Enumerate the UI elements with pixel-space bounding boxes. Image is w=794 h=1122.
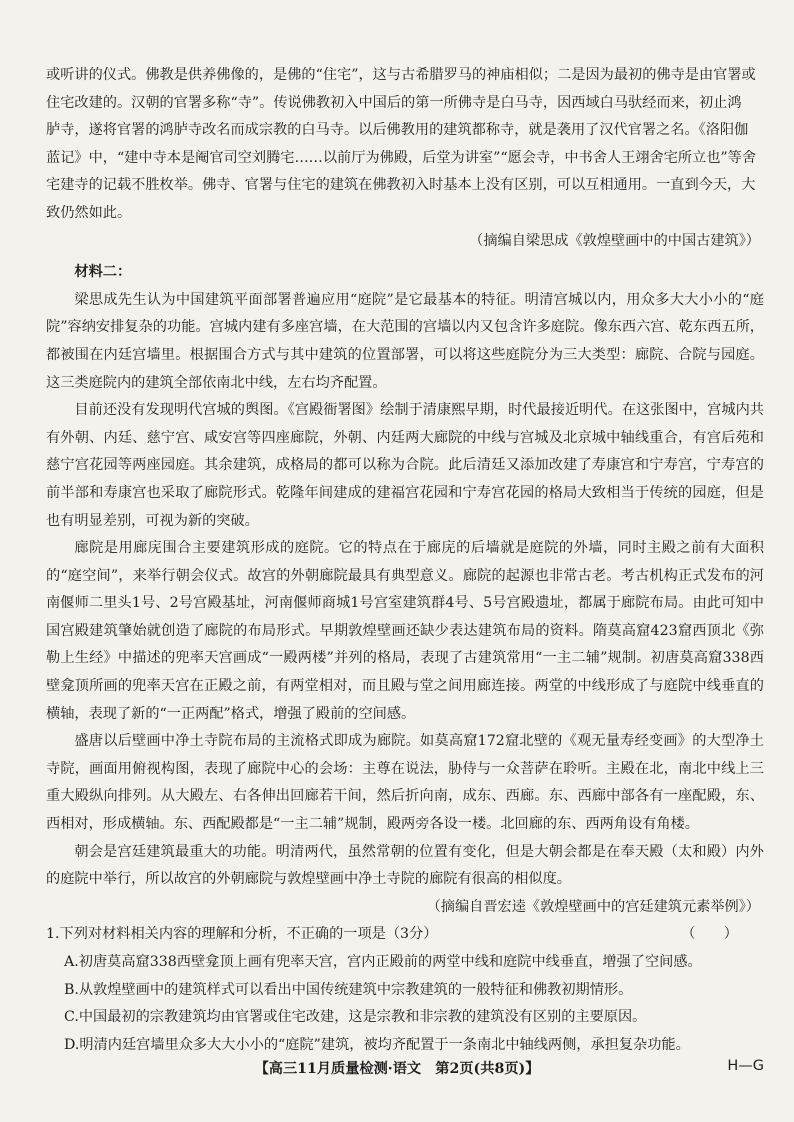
material1-continuation: [46, 62, 764, 255]
text-line: 致仍然如此。: [46, 204, 132, 221]
text-line: 或听讲的仪式。佛教是供养佛像的，是佛的“住宅”，这与古希腊罗马的神庙相似；二是因为最初的佛寺是由官署或: [46, 67, 756, 83]
text-line: 胪寺，遂将官署的鸿胪寺改名而成宗教的白马寺。以后佛教用的建筑都称寺，就是袭用了汉代官署之名。《洛阳伽: [46, 122, 749, 139]
option-b[interactable]: B.从敦煌壁画中的建筑样式可以看出中国传统建筑中宗教建筑的一般特征和佛教初期情形。: [64, 981, 633, 998]
material1-source: （摘编自梁思成《敦煌壁画中的中国古建筑》）: [469, 232, 760, 249]
paragraph: 盛唐以后壁画中净土寺院布局的主流格式即成为廊院。如莫高窟172窟北壁的《观无量寿经变画》的大型净土寺院，画面用俯视构图，表现了廊院中心的会场：主尊在说法，胁侍与一众菩萨在聆听。主殿在北，南北中线上三重大殿纵向排列。从大殿左、右各伸出回廊若干间，然后折向南，成东、西廊。东、西廊中部各有一座配殿，东、西相对，形成横轴。东、西配殿都是“一主二辅”规制，殿两旁各设一楼。北回廊的东、西两角设有角楼。: [46, 733, 764, 833]
option-a[interactable]: A.初唐莫高窟338西壁龛顶上画有兜率天宫，宫内正殿前的两堂中线和庭院中线垂直，增强了空间感。: [64, 954, 702, 970]
question-stem: 1.下列对材料相关内容的理解和分析，不正确的一项是（3分）: [46, 926, 438, 943]
question-stem-row: [46, 921, 764, 949]
question-1: [46, 921, 764, 1059]
option-d[interactable]: D.明清内廷宫墙里众多大大小小的“庭院”建筑，被均齐配置于一条南北中轴线两侧，承担复杂功能。: [64, 1036, 690, 1053]
paragraph: 梁思成先生认为中国建筑平面部署普遍应用“庭院”是它最基本的特征。明清宫城以内，用众多大大小小的“庭院”容纳安排复杂的功能。宫城内建有多座宫墙，在大范围的宫墙以内又包含许多庭院。像东西六宫、乾东西五所，都被围在内廷宫墙里。根据围合方式与其中建筑的位置部署，可以将这些庭院分为三大类型：廊院、合院与园庭。这三类庭院内的建筑全部依南北中线，左右均齐配置。: [46, 291, 764, 391]
material2: [46, 259, 764, 921]
page-footer: 【高三11月质量检测·语文 第2页(共8页)】: [254, 1061, 540, 1077]
paper-code: H—G: [727, 1058, 764, 1074]
text-line: 宅建寺的记载不胜枚举。佛寺、官署与住宅的建筑在佛教初入时基本上没有区别，可以互相通用。一直到今天，大: [46, 177, 756, 194]
option-c[interactable]: C.中国最初的宗教建筑均由官署或住宅改建，这是宗教和非宗教的建筑没有区别的主要原因。: [64, 1009, 647, 1026]
text-line: 蓝记》中，“建中寺本是阉官司空刘腾宅……以前厅为佛殿，后堂为讲室”“愿会寺，中书舍人王翊舍宅所立也”等舍: [46, 149, 757, 166]
text-line: 住宅改建的。汉朝的官署多称“寺”。传说佛教初入中国后的第一所佛寺是白马寺，因西域白马驮经而来，初止鸿: [46, 94, 742, 111]
material2-source: （摘编自晋宏逵《敦煌壁画中的宫廷建筑元素举例》）: [426, 898, 760, 915]
material2-heading: 材料二：: [74, 264, 132, 281]
paragraph: 目前还没有发现明代宫城的舆图。《宫殿衙署图》绘制于清康熙早期，时代最接近明代。在这张图中，宫城内共有外朝、内廷、慈宁宫、咸安宫等四座廊院，外朝、内廷两大廊院的中线与宫城及北京城中轴线重合，有宫后苑和慈宁宫花园等两座园庭。其余建筑，成格局的都可以称为合院。此后清廷又添加改建了寿康宫和宁寿宫，宁寿宫的前半部和寿康宫也采取了廊院形式。乾隆年间建成的建福宫花园和宁寿宫花园的格局大致相当于传统的园庭，但是也有明显差别，可视为新的突破。: [46, 402, 764, 529]
paragraph: 朝会是宫廷建筑最重大的功能。明清两代，虽然常朝的位置有变化，但是大朝会都是在奉天殿（太和殿）内外的庭院中举行，所以故宫的外朝廊院与敦煌壁画中净土寺院的廊院有很高的相似度。: [46, 843, 764, 888]
paragraph: 廊院是用廊庑围合主要建筑形成的庭院。它的特点在于廊庑的后墙就是庭院的外墙，同时主殿之前有大面积的“庭空间”，来举行朝会仪式。故宫的外朝廊院最具有典型意义。廊院的起源也非常古老。考古机构正式发布的河南偃师二里头1号、2号宫殿基址，河南偃师商城1号宫室建筑群4号、5号宫殿遗址，都属于廊院布局。由此可知中国宫殿建筑肇始就创造了廊院的布局形式。早期敦煌壁画还缺少表达建筑布局的资料。隋莫高窟423窟西顶北《弥勒上生经》中描述的兜率天宫画成“一殿两楼”并列的格局，表现了古建筑常用“一主二辅”规制。初唐莫高窟338西壁龛顶所画的兜率天宫在正殿之前，有两堂相对，而且殿与堂之间用廊连接。两堂的中线形成了与庭院中线垂直的横轴，表现了新的“一正两配”格式，增强了殿前的空间感。: [46, 540, 764, 722]
answer-blank[interactable]: （ ）: [681, 926, 738, 943]
